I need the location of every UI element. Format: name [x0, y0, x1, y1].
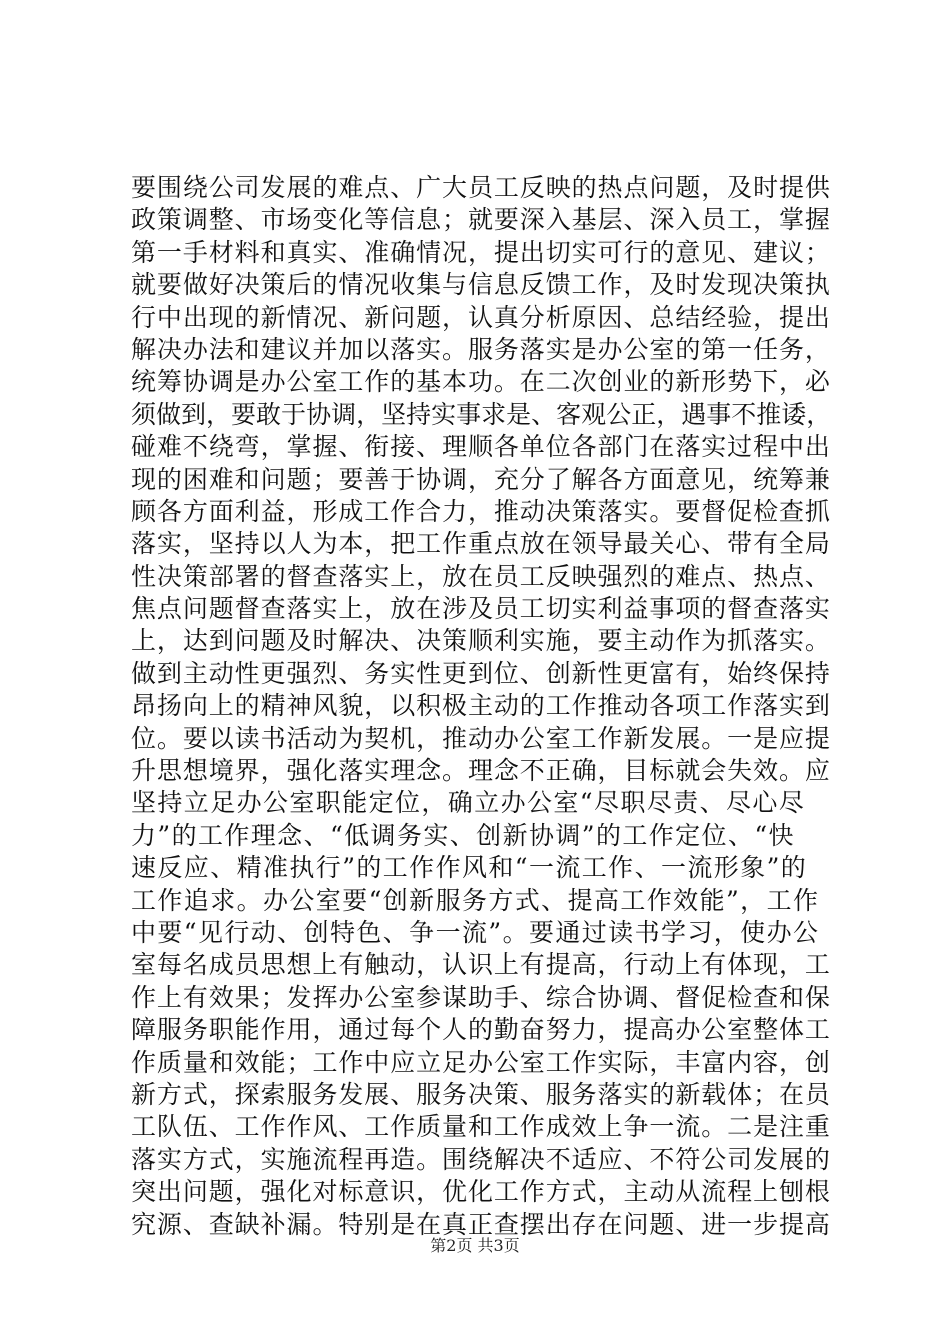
text-line: 顾各方面利益，形成工作合力，推动决策落实。要督促检查抓 [131, 496, 831, 526]
text-line: 究源、查缺补漏。特别是在真正查摆出存在问题、进一步提高 [131, 1209, 831, 1239]
text-line: 就要做好决策后的情况收集与信息反馈工作，及时发现决策执 [131, 270, 831, 300]
page-footer: 第2页 共3页 [430, 1236, 520, 1255]
text-line: 要围绕公司发展的难点、广大员工反映的热点问题，及时提供 [131, 173, 831, 202]
body-text [131, 172, 831, 1241]
text-line: 位。要以读书活动为契机，推动办公室工作新发展。一是应提 [131, 723, 831, 753]
text-line: 现的困难和问题；要善于协调，充分了解各方面意见，统筹兼 [131, 464, 831, 494]
text-line: 作质量和效能；工作中应立足办公室工作实际，丰富内容，创 [131, 1047, 831, 1077]
text-line: 做到主动性更强烈、务实性更到位、创新性更富有，始终保持 [131, 658, 831, 688]
text-line: 第一手材料和真实、准确情况，提出切实可行的意见、建议； [131, 237, 831, 267]
text-line: 升思想境界，强化落实理念。理念不正确，目标就会失效。应 [131, 756, 831, 786]
text-line: 性决策部署的督查落实上，放在员工反映强烈的难点、热点、 [131, 561, 831, 591]
text-line: 上，达到问题及时解决、决策顺利实施，要主动作为抓落实。 [131, 626, 831, 656]
text-line: 政策调整、市场变化等信息；就要深入基层、深入员工，掌握 [131, 205, 831, 235]
text-line: 室每名成员思想上有触动，认识上有提高，行动上有体现，工 [131, 950, 831, 980]
text-line: 解决办法和建议并加以落实。服务落实是办公室的第一任务， [131, 334, 831, 364]
text-line: 坚持立足办公室职能定位，确立办公室“尽职尽责、尽心尽 [131, 788, 806, 818]
text-line: 突出问题，强化对标意识，优化工作方式，主动从流程上刨根 [131, 1177, 831, 1207]
text-line: 统筹协调是办公室工作的基本功。在二次创业的新形势下，必 [131, 367, 831, 397]
text-line: 落实，坚持以人为本，把工作重点放在领导最关心、带有全局 [131, 529, 831, 559]
text-line: 工作追求。办公室要“创新服务方式、提高工作效能”，工作 [131, 885, 820, 915]
text-line: 中要“见行动、创特色、争一流”。要通过读书学习，使办公 [131, 917, 820, 947]
text-line: 工队伍、工作作风、工作质量和工作成效上争一流。二是注重 [131, 1112, 831, 1142]
text-line: 速反应、精准执行”的工作作风和“一流工作、一流形象”的 [131, 853, 808, 883]
text-line: 须做到，要敢于协调，坚持实事求是、客观公正，遇事不推诿， [131, 399, 832, 429]
text-line: 焦点问题督查落实上，放在涉及员工切实利益事项的督查落实 [131, 594, 831, 624]
text-line: 行中出现的新情况、新问题，认真分析原因、总结经验，提出 [131, 302, 831, 332]
text-line: 作上有效果；发挥办公室参谋助手、综合协调、督促检查和保 [131, 982, 831, 1012]
text-line: 昂扬向上的精神风貌，以积极主动的工作推动各项工作落实到 [131, 691, 831, 721]
text-line: 力”的工作理念、“低调务实、创新协调”的工作定位、“快 [131, 820, 795, 850]
text-line: 碰难不绕弯，掌握、衔接、理顺各单位各部门在落实过程中出 [131, 432, 831, 462]
text-line: 落实方式，实施流程再造。围绕解决不适应、不符公司发展的 [131, 1144, 831, 1174]
text-line: 障服务职能作用，通过每个人的勤奋努力，提高办公室整体工 [131, 1015, 831, 1045]
text-line: 新方式，探索服务发展、服务决策、服务落实的新载体；在员 [131, 1079, 831, 1109]
